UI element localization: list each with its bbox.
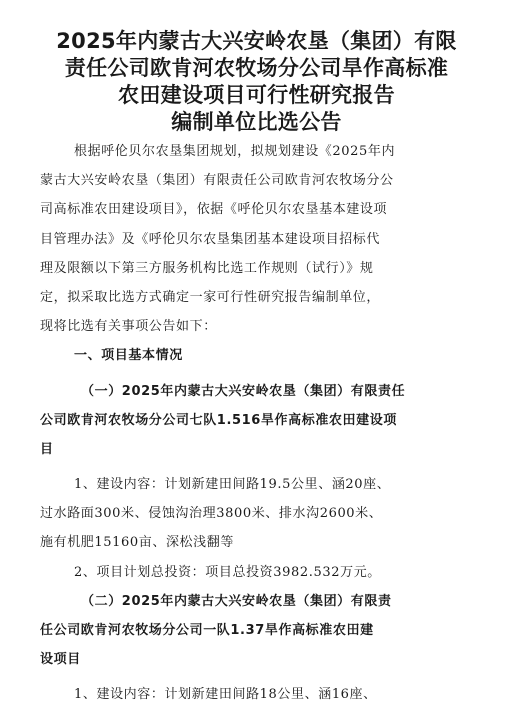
title-line: 责任公司欧肯河农牧场分公司旱作高标准 xyxy=(64,56,449,80)
title-line: 编制单位比选公告 xyxy=(171,110,342,134)
content-line: 1、建设内容：计划新建田间路19.5公里、涵20座、 xyxy=(74,477,391,493)
subsection-heading-line: 任公司欧肯河农牧场分公司一队1.37旱作高标准农田建 xyxy=(40,623,374,638)
subsection-heading-line: （一）2025年内蒙古大兴安岭农垦（集团）有限责任 xyxy=(81,383,406,399)
intro-line: 根据呼伦贝尔农垦集团规划，拟规划建设《2025年内 xyxy=(74,144,396,159)
subsection-heading-line: 目 xyxy=(40,441,54,457)
intro-line: 定，拟采取比选方式确定一家可行性研究报告编制单位， xyxy=(40,289,381,305)
subsection-heading-line: 设项目 xyxy=(40,652,81,668)
title-line: 农田建设项目可行性研究报告 xyxy=(118,83,395,107)
content-line: 施有机肥15160亩、深松浅翻等 xyxy=(40,535,234,551)
intro-line: 蒙古大兴安岭农垦（集团）有限责任公司欧肯河农牧场分公 xyxy=(40,173,394,189)
intro-line: 目管理办法》及《呼伦贝尔农垦集团基本建设项目招标代 xyxy=(40,231,381,247)
announcement-title xyxy=(20,28,493,136)
announcement-body xyxy=(40,137,468,710)
title-line: 2025年内蒙古大兴安岭农垦（集团）有限 xyxy=(56,29,457,53)
content-line: 1、建设内容：计划新建田间路18公里、涵16座、 xyxy=(74,687,377,703)
section-heading: 一、项目基本情况 xyxy=(74,348,183,364)
intro-line: 理及限额以下第三方服务机构比选工作规则（试行）》规 xyxy=(40,260,374,276)
content-line: 过水路面300米、侵蚀沟治理3800米、排水沟2600米、 xyxy=(40,506,383,522)
investment-line: 2、项目计划总投资：项目总投资3982.532万元。 xyxy=(74,564,381,580)
intro-line: 司高标准农田建设项目》，依据《呼伦贝尔农垦基本建设项 xyxy=(40,202,388,218)
intro-line: 现将比选有关事项公告如下： xyxy=(40,319,217,335)
subsection-heading-line: （二）2025年内蒙古大兴安岭农垦（集团）有限责 xyxy=(81,593,392,609)
subsection-heading-line: 公司欧肯河农牧场分公司七队1.516旱作高标准农田建设项 xyxy=(40,412,397,428)
